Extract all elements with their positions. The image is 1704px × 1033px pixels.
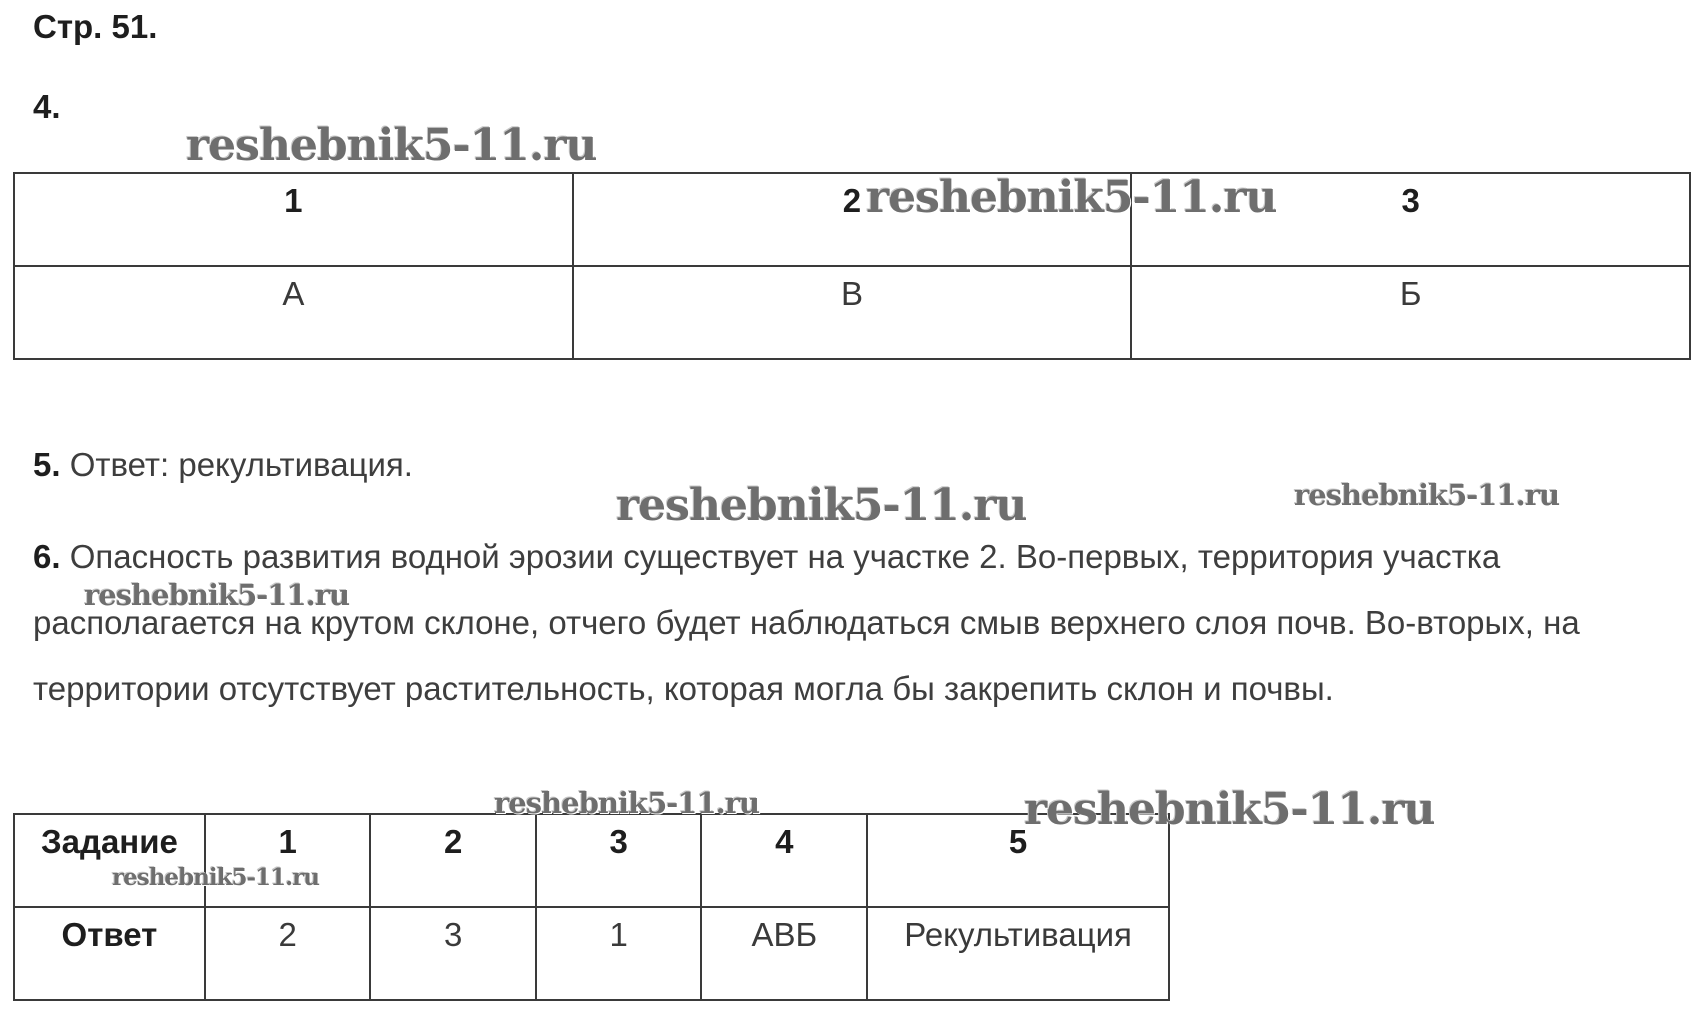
- watermark: reshebnik5-11.ru: [866, 172, 1277, 223]
- task-4-number: 4.: [33, 88, 61, 125]
- watermark: reshebnik5-11.ru: [494, 786, 760, 820]
- table-cell: 2: [370, 814, 536, 907]
- page-number: Стр. 51.: [33, 8, 158, 45]
- watermark: reshebnik5-11.ru: [616, 480, 1027, 531]
- table-cell: 3: [370, 907, 536, 1000]
- table-cell: 3: [536, 814, 702, 907]
- table-cell: 1: [536, 907, 702, 1000]
- table-cell: А: [14, 266, 573, 359]
- table-cell: 4: [701, 814, 867, 907]
- table-cell: В: [573, 266, 1132, 359]
- table-cell: 3: [1131, 173, 1690, 266]
- watermark: reshebnik5-11.ru: [84, 578, 350, 612]
- table-row: [14, 814, 1169, 907]
- table-cell: Ответ: [14, 907, 205, 1000]
- table-cell: 2: [205, 907, 371, 1000]
- watermark: reshebnik5-11.ru: [112, 864, 319, 891]
- table-cell: Задание: [14, 814, 205, 907]
- summary-table: [13, 813, 1170, 1001]
- table-cell: Б: [1131, 266, 1690, 359]
- watermark: reshebnik5-11.ru: [186, 120, 597, 171]
- table-row: [14, 173, 1690, 266]
- task-6-text: Опасность развития водной эрозии существует на участке 2. Во-первых, территория участка располагается на крутом склоне, отчего будет наблюдаться смыв верхнего слоя почв. Во-вторых, на территории отсутствует растительность, которая могла бы закрепить склон и почвы.: [33, 538, 1580, 707]
- table-cell: 5: [867, 814, 1169, 907]
- task-5-text: Ответ: рекультивация.: [69, 446, 413, 483]
- task-6-number: 6.: [33, 538, 61, 575]
- table-row: [14, 266, 1690, 359]
- watermark: reshebnik5-11.ru: [1024, 784, 1435, 835]
- table-row: [14, 907, 1169, 1000]
- table-cell: Рекультивация: [867, 907, 1169, 1000]
- watermark: reshebnik5-11.ru: [1294, 478, 1560, 512]
- table-cell: АВБ: [701, 907, 867, 1000]
- table-cell: 1: [14, 173, 573, 266]
- task-5-number: 5.: [33, 446, 61, 483]
- task-6-answer: [33, 524, 1673, 722]
- table-cell: 1: [205, 814, 371, 907]
- table-cell: 2: [573, 173, 1132, 266]
- task-4-table: [13, 172, 1691, 360]
